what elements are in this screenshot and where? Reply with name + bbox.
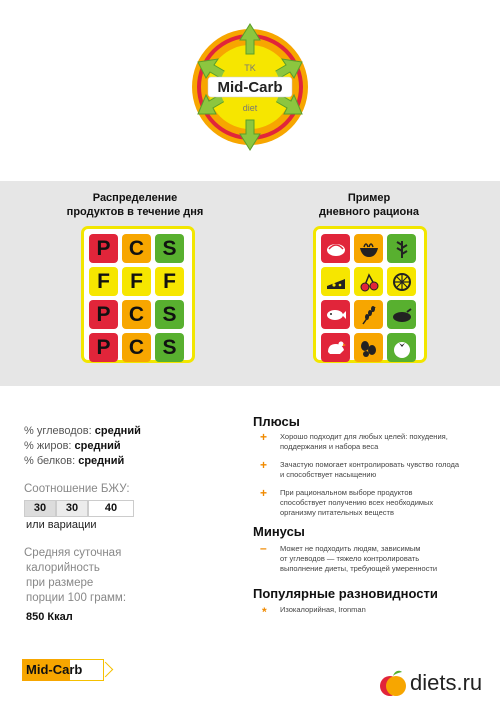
pros-item-line: способствует получению всех необходимых [280,498,434,507]
ratio-fat: 30 [56,500,88,517]
bread-icon [321,234,350,263]
meal-example-frame [313,226,427,363]
mid-carb-logo [190,22,310,152]
beans-icon [354,333,383,362]
example-title [294,191,444,219]
fish-icon [321,300,350,329]
calories-line4: порции 100 грамм: [26,592,127,604]
pros-title: Плюсы [253,414,300,429]
pros-item-line: организму питательных веществ [280,508,394,517]
orange-slice-icon [387,267,416,296]
eggplant-icon [387,300,416,329]
fat-value: средний [74,440,121,452]
distribution-title-line1: Распределение [92,192,178,204]
grid-cell-f: F [89,267,118,296]
grid-cell-s: S [155,234,184,263]
calories-line3: при размере [26,577,94,589]
grid-cell-f: F [122,267,151,296]
example-title-line1: Пример [347,192,391,204]
cons-title: Минусы [253,524,305,539]
distribution-title-line2: продуктов в течение дня [66,206,204,218]
pros-item-line: При рациональном выборе продуктов [280,488,413,497]
grid-cell-p: P [89,300,118,329]
apple-logo-icon [378,668,408,698]
tomato-icon [387,333,416,362]
minus-icon: – [260,541,267,555]
cherries-icon [354,267,383,296]
macros-block [24,424,141,469]
distribution-title [60,191,210,219]
grid-cell-c: C [122,333,151,362]
carbs-label: % углеводов: [24,425,92,437]
calories-block [24,546,126,606]
logo-name: Mid-Carb [217,79,283,96]
watermark-text: diets.ru [410,670,483,695]
pros-item [260,488,490,518]
cons-line2: от углеводов — тяжело контролировать [280,554,420,563]
varieties-text: Изокалорийная, Ironman [280,605,366,614]
grid-cell-s: S [155,333,184,362]
grid-cell-c: C [122,300,151,329]
ratio-boxes [24,500,134,517]
fat-row [24,439,141,454]
asterisk-icon: * [262,605,267,619]
cheese-icon [321,267,350,296]
calories-value: 850 Ккал [26,611,73,623]
ratio-protein: 30 [24,500,56,517]
carbs-value: средний [94,425,141,437]
plus-icon: + [260,486,268,500]
footer-badge-label: Mid-Carb [26,662,83,677]
pros-item-line: поддержания и набора веса [280,442,379,451]
distribution-grid [89,234,184,362]
protein-label: % белков: [24,455,76,467]
pros-item-line: Хорошо подходит для любых целей: похудения, [280,432,448,441]
pros-list [260,432,490,526]
protein-value: средний [78,455,125,467]
chicken-icon [321,333,350,362]
cons-line3: выполнение диеты, требующей умеренности [280,564,438,573]
ratio-label: Соотношение БЖУ: [24,483,130,495]
meal-example-grid [321,234,416,362]
logo-tk: TK [244,63,256,73]
ratio-variation: или вариации [26,519,97,531]
cons-line1: Может не подходить людям, зависимым [280,544,421,553]
grid-cell-f: F [155,267,184,296]
protein-row [24,454,141,469]
distribution-grid-frame [81,226,195,363]
cons-item [260,541,490,574]
varieties-title: Популярные разновидности [253,586,438,601]
grid-cell-c: C [122,234,151,263]
plus-icon: + [260,458,268,472]
pros-item-line: и способствует насыщению [280,470,377,479]
footer-badge [22,659,110,681]
varieties-item [260,605,490,619]
noodle-bowl-icon [354,234,383,263]
calories-line2: калорийность [26,562,100,574]
pros-item-line: Зачастую помогает контролировать чувство голода [280,460,460,469]
pros-item [260,432,490,452]
pros-item [260,460,490,480]
herb-icon [387,234,416,263]
grid-cell-p: P [89,333,118,362]
logo-diet: diet [242,103,258,113]
carbs-row [24,424,141,439]
plus-icon: + [260,430,268,444]
grid-cell-p: P [89,234,118,263]
example-title-line2: дневного рациона [319,206,419,218]
grid-cell-s: S [155,300,184,329]
wheat-icon [354,300,383,329]
calories-line1: Средняя суточная [24,547,122,559]
ratio-carbs: 40 [88,500,134,517]
fat-label: % жиров: [24,440,72,452]
